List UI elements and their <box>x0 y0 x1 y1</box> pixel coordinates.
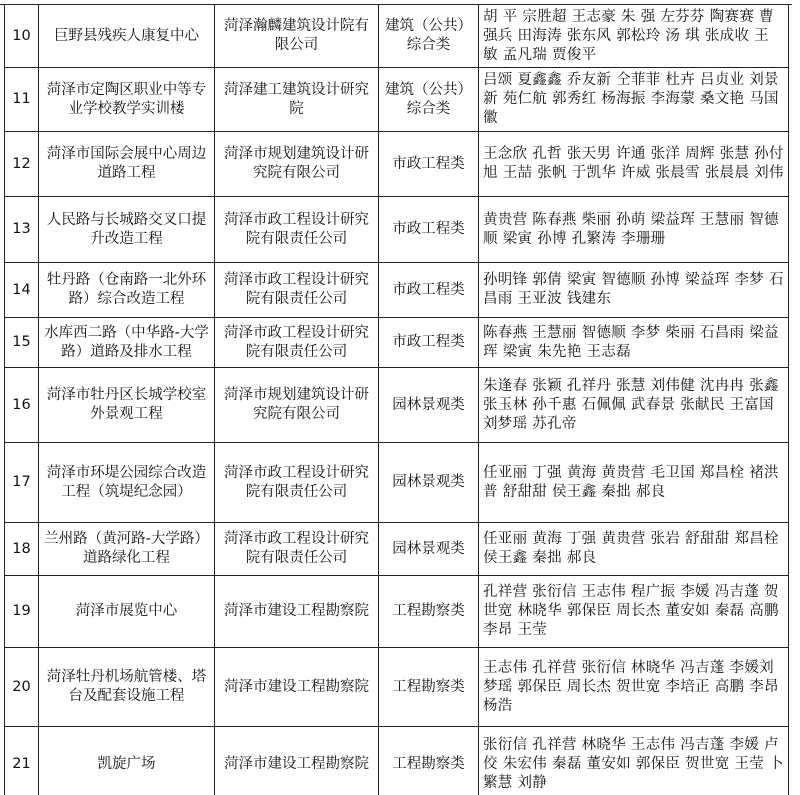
project-category: 建筑（公共）综合类 <box>379 68 479 132</box>
row-number: 20 <box>5 648 39 727</box>
design-unit: 菏泽市建设工程勘察院 <box>215 576 379 648</box>
project-category: 园林景观类 <box>379 443 479 523</box>
project-name: 菏泽市国际会展中心周边道路工程 <box>39 132 215 197</box>
participants: 陈春燕 王慧丽 智德顺 李梦 柴丽 石昌雨 梁益珲 梁寅 朱先艳 王志磊 <box>479 318 789 368</box>
participants: 黄贵营 陈春燕 柴丽 孙萌 梁益珲 王慧丽 智德顺 梁寅 孙博 孔繁涛 李珊珊 <box>479 197 789 263</box>
design-unit: 菏泽市政工程设计研究院有限责任公司 <box>215 318 379 368</box>
table-row <box>5 5 789 68</box>
project-category: 市政工程类 <box>379 197 479 263</box>
project-category: 建筑（公共）综合类 <box>379 5 479 68</box>
participants: 吕颂 夏鑫鑫 乔友新 仝菲菲 杜卉 吕贞业 刘景新 苑仁航 郭秀红 杨海振 李海蒙 桑文艳 马国徽 <box>479 68 789 132</box>
row-number: 10 <box>5 5 39 68</box>
participants: 孙明锋 郭倩 梁寅 智德顺 孙博 梁益珲 李梦 石昌雨 王亚波 钱建东 <box>479 263 789 318</box>
table-row <box>5 197 789 263</box>
project-category: 园林景观类 <box>379 523 479 576</box>
project-name: 菏泽牡丹机场航管楼、塔台及配套设施工程 <box>39 648 215 727</box>
design-unit: 菏泽市规划建筑设计研究院有限公司 <box>215 132 379 197</box>
project-category: 市政工程类 <box>379 318 479 368</box>
participants: 王念欣 孔哲 张天男 许通 张洋 周辉 张慧 孙付旭 王喆 张帆 于凯华 许威 张晨雪 张晨晨 刘伟 <box>479 132 789 197</box>
design-unit: 菏泽市政工程设计研究院有限责任公司 <box>215 197 379 263</box>
participants: 张衍信 孔祥营 林晓华 王志伟 冯吉蓬 李媛 卢佼 朱宏伟 秦磊 董安如 郭保臣 贺世宽 王莹 卜繁慧 刘静 <box>479 727 789 795</box>
participants: 任亚丽 黄海 丁强 黄贵营 张岩 舒甜甜 郑昌栓 侯王鑫 秦拙 郝良 <box>479 523 789 576</box>
awards-table <box>4 4 789 795</box>
design-unit: 菏泽市政工程设计研究院有限责任公司 <box>215 263 379 318</box>
table-row <box>5 368 789 443</box>
design-unit: 菏泽市政工程设计研究院有限责任公司 <box>215 523 379 576</box>
project-category: 市政工程类 <box>379 132 479 197</box>
row-number: 18 <box>5 523 39 576</box>
project-name: 巨野县残疾人康复中心 <box>39 5 215 68</box>
participants: 朱逢春 张颖 孔祥丹 张慧 刘伟健 沈冉冉 张鑫 张玉林 孙千惠 石佩佩 武春景 张献民 王富国 刘梦瑶 苏孔帝 <box>479 368 789 443</box>
design-unit: 菏泽建工建筑设计研究院 <box>215 68 379 132</box>
project-category: 市政工程类 <box>379 263 479 318</box>
table-row <box>5 263 789 318</box>
project-name: 菏泽市牡丹区长城学校室外景观工程 <box>39 368 215 443</box>
project-name: 人民路与长城路交叉口提升改造工程 <box>39 197 215 263</box>
project-category: 工程勘察类 <box>379 648 479 727</box>
project-name: 兰州路（黄河路-大学路）道路绿化工程 <box>39 523 215 576</box>
project-name: 菏泽市定陶区职业中等专业学校教学实训楼 <box>39 68 215 132</box>
design-unit: 菏泽市建设工程勘察院 <box>215 727 379 795</box>
awards-table-body <box>5 5 789 795</box>
project-name: 菏泽市展览中心 <box>39 576 215 648</box>
table-row <box>5 648 789 727</box>
design-unit: 菏泽市规划建筑设计研究院有限公司 <box>215 368 379 443</box>
row-number: 15 <box>5 318 39 368</box>
row-number: 11 <box>5 68 39 132</box>
design-unit: 菏泽瀚麟建筑设计院有限公司 <box>215 5 379 68</box>
row-number: 14 <box>5 263 39 318</box>
right-margin <box>792 0 800 795</box>
project-category: 园林景观类 <box>379 368 479 443</box>
row-number: 16 <box>5 368 39 443</box>
table-row <box>5 727 789 795</box>
row-number: 21 <box>5 727 39 795</box>
design-unit: 菏泽市建设工程勘察院 <box>215 648 379 727</box>
design-unit: 菏泽市政工程设计研究院有限责任公司 <box>215 443 379 523</box>
participants: 任亚丽 丁强 黄海 黄贵营 毛卫国 郑昌栓 褚洪普 舒甜甜 侯王鑫 秦拙 郝良 <box>479 443 789 523</box>
row-number: 13 <box>5 197 39 263</box>
table-row <box>5 443 789 523</box>
project-category: 工程勘察类 <box>379 727 479 795</box>
project-name: 牡丹路（仓南路一北外环路）综合改造工程 <box>39 263 215 318</box>
participants: 孔祥营 张衍信 王志伟 程广振 李媛 冯吉蓬 贺世宽 林晓华 郭保臣 周长杰 董安如 秦磊 高鹏 李昂 王莹 <box>479 576 789 648</box>
project-category: 工程勘察类 <box>379 576 479 648</box>
table-row <box>5 318 789 368</box>
participants: 王志伟 孔祥营 张衍信 林晓华 冯吉蓬 李媛刘梦瑶 郭保臣 周长杰 贺世宽 李培正 高鹏 李昂 杨浩 <box>479 648 789 727</box>
table-row <box>5 132 789 197</box>
row-number: 19 <box>5 576 39 648</box>
row-number: 12 <box>5 132 39 197</box>
participants: 胡 平 宗胜超 王志豪 朱 强 左芬芬 陶赛赛 曹强兵 田海涛 张东风 郭松玲 汤 琪 张成收 王 敏 孟凡瑞 贾俊平 <box>479 5 789 68</box>
table-row <box>5 68 789 132</box>
table-row <box>5 523 789 576</box>
project-name: 凯旋广场 <box>39 727 215 795</box>
project-name: 菏泽市环堤公园综合改造工程（筑堤纪念园） <box>39 443 215 523</box>
project-name: 水库西二路（中华路-大学路）道路及排水工程 <box>39 318 215 368</box>
row-number: 17 <box>5 443 39 523</box>
table-row <box>5 576 789 648</box>
